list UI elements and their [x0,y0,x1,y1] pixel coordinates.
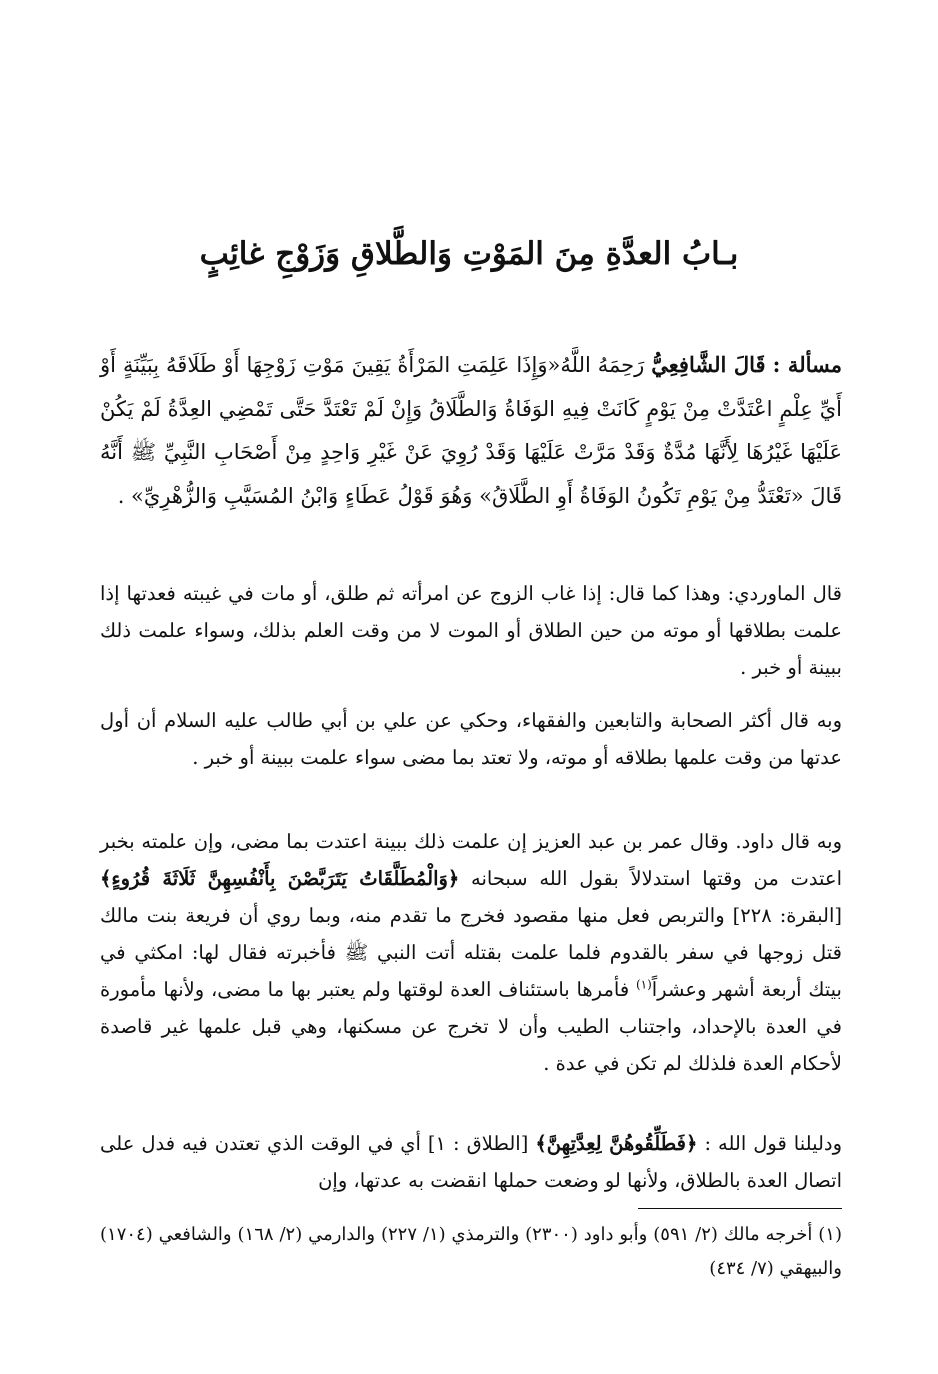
paragraph-mawardi: قال الماوردي: وهذا كما قال: إذا غاب الزوج عن امرأته ثم طلق، أو مات في غيبته فعدتها إذا علمت بطلاقها أو موته من حين الطلاق أو الموت لا من وقت العلم بذلك، وسواء علمت ذلك ببينة أو خبر . [100,582,842,679]
quran-verse: ﴿فَطَلِّقُوهُنَّ لِعِدَّتِهِنَّ﴾ [535,1132,698,1155]
footnotes [100,1218,842,1286]
chapter-title: بـابُ العدَّةِ مِنَ المَوْتِ وَالطَّلاقِ وَزَوْجِ غائِبٍ [199,236,739,272]
footnote-divider [638,1208,842,1209]
footnote-number: (١) [818,1224,842,1245]
paragraph-dawud-view [100,823,842,1082]
paragraph-text: فأمرها باستئناف العدة لوقتها ولم يعتبر بها ما مضى، ولأنها مأمورة في العدة بالإحداد، واجتناب الطيب وأن لا تخرج عن مسكنها، وهي قبل علمها غير قاصدة لأحكام العدة فلذلك لم تكن في عدة . [100,978,842,1075]
paragraph-our-evidence [100,1125,842,1199]
paragraph-text: ودليلنا قول الله : [704,1132,843,1155]
paragraph-text: [البقرة: ٢٢٨] والتربص فعل منها مقصود فخرج ما تقدم منه، وبما روي أن فريعة بنت مالك قتل زوجها في سفر بالقدوم فلما علمت بقتله أتت النبي ﷺ فأخبرته فقال لها: امكثي في بيتك أربعة أشهر وعشراً [100,904,842,1001]
masala-label: مسألة : [772,352,842,377]
footnote-marker[interactable]: (١) [635,977,652,992]
footnote-text: أخرجه مالك (٢/ ٥٩١) وأبو داود (٢٣٠٠) والترمذي (١/ ٢٢٧) والدارمي (٢/ ١٦٨) والشافعي (١٧٠٤) والبيهقي (٧/ ٤٣٤) [100,1224,842,1279]
footnote-item [100,1218,842,1286]
masala-speaker: قَالَ الشَّافِعِيُّ [651,352,766,377]
quran-verse: ﴿وَالْمُطَلَّقَاتُ يَتَرَبَّصْنَ بِأَنْفُسِهِنَّ ثَلَاثَةَ قُرُوءٍ﴾ [100,867,460,890]
masala-paragraph [100,343,842,518]
paragraph-majority-view: وبه قال أكثر الصحابة والتابعين والفقهاء، وحكي عن علي بن أبي طالب عليه السلام أن أول عدتها من وقت علمها بطلاقه أو موته، ولا تعتد بما مضى سواء علمت ببينة أو خبر . [100,709,842,769]
paragraph-text: [الطلاق : ١] أي في الوقت الذي تعتدن فيه فدل على اتصال العدة بالطلاق، ولأنها لو وضعت حملها انقضت به عدتها، وإن [100,1132,842,1192]
paragraph-text: وبه قال داود. وقال عمر بن عبد العزيز إن علمت ذلك ببينة اعتدت بما مضى، وإن علمته بخبر اعتدت من وقتها استدلالاً بقول الله سبحانه [100,830,842,890]
masala-text: رَحِمَهُ اللَّهُ«وَإِذَا عَلِمَتِ المَرْأَةُ يَقِينَ مَوْتِ زَوْجِهَا أَوْ طَلَاقَهُ بِبَيِّنَةٍ أَوْ أَيِّ عِلْمٍ اعْتَدَّتْ مِنْ يَوْمٍ كَانَتْ فِيهِ الوَفَاةُ وَالطَّلَاقُ وَإِنْ لَمْ تَعْتَدَّ حَتَّى تَمْضِي العِدَّةُ لَمْ يَكُنْ عَلَيْهَا غَيْرُهَا لِأَنَّهَا مُدَّةٌ وَقَدْ مَرَّتْ عَلَيْهَا وَقَدْ رُوِيَ عَنْ غَيْرِ وَاحِدٍ مِنْ أَصْحَابِ النَّبِيِّ ﷺ أَنَّهُ قَالَ «تَعْتَدُّ مِنْ يَوْمِ تَكُونُ الوَفَاةُ أَوِ الطَّلَاقُ» وَهُوَ قَوْلُ عَطَاءٍ وَابْنُ المُسَيَّبِ وَالزُّهْرِيِّ» . [100,353,842,508]
